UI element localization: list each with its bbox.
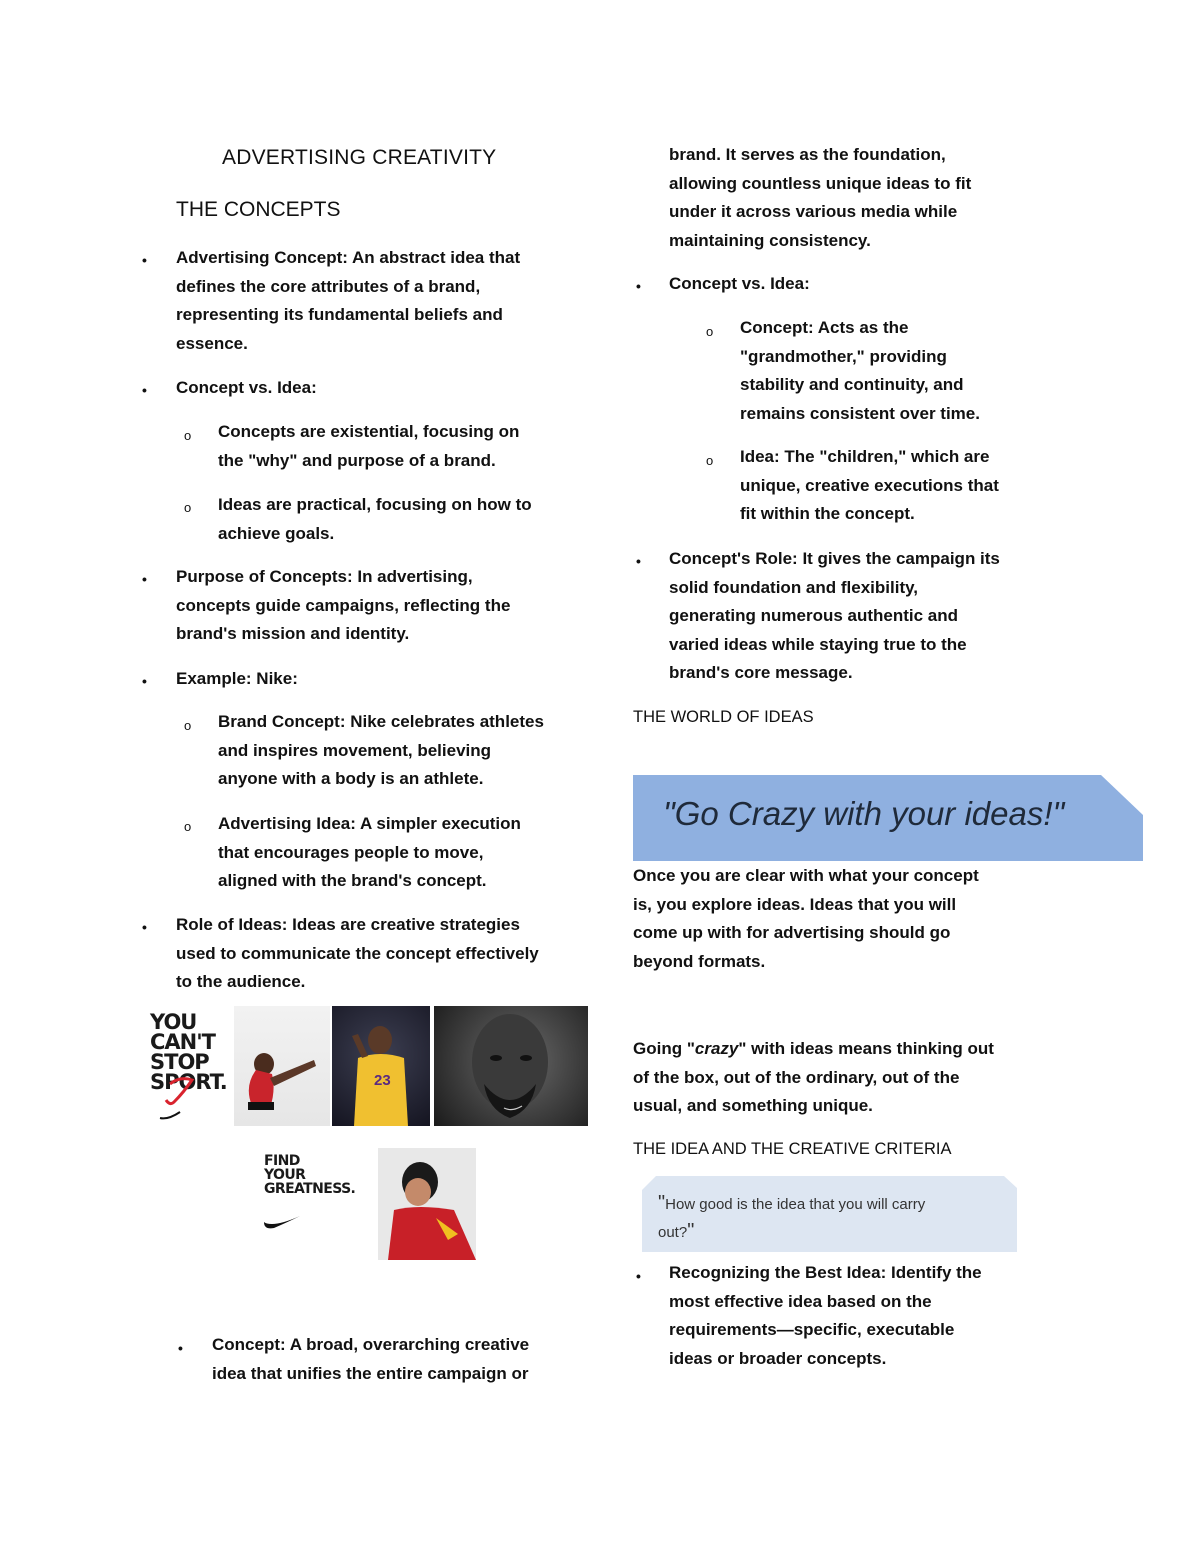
sub-ideas-practical: Ideas are practical, focusing on how to achieve goals. — [218, 495, 532, 543]
sub-bullet-circle: o — [706, 453, 714, 468]
jersey-number: 23 — [374, 1072, 391, 1089]
paragraph-explore-ideas: Once you are clear with what your concept is, you explore ideas. Ideas that you will come up with for advertising should go beyond formats. — [633, 866, 979, 971]
sub-brand-concept: Brand Concept: Nike celebrates athletes and inspires movement, believing anyone with a body is an athlete. — [218, 712, 544, 788]
sub-bullet-circle: o — [184, 500, 192, 515]
banner-text: "Go Crazy with your ideas!" — [663, 795, 1065, 832]
sub-concepts-existential: Concepts are existential, focusing on the "why" and purpose of a brand. — [218, 422, 520, 470]
bullet-recognizing-best-idea: Recognizing the Best Idea: Identify the most effective idea based on the requirements—specific, executable ideas or broader concepts. — [669, 1263, 982, 1368]
bullet-dot: • — [142, 571, 147, 587]
banner-go-crazy — [633, 775, 1143, 861]
sub-bullet-circle: o — [706, 324, 714, 339]
bullet-dot: • — [178, 1340, 183, 1356]
sub-advertising-idea: Advertising Idea: A simpler execution that encourages people to move, aligned with the brand's concept. — [218, 814, 521, 890]
paragraph-going-crazy: Going "crazy" with ideas means thinking out of the box, out of the ordinary, out of the usual, and something unique. — [633, 1039, 994, 1115]
bullet-dot: • — [142, 919, 147, 935]
bullet-dot: • — [636, 1268, 641, 1284]
image-athlete-training — [234, 1006, 330, 1126]
image-basketball-player — [332, 1006, 430, 1126]
nike-swoosh-icon — [264, 1216, 300, 1228]
page-title: ADVERTISING CREATIVITY — [222, 146, 497, 169]
bullet-role-of-ideas: Role of Ideas: Ideas are creative strategies used to communicate the concept effectively to the audience. — [176, 915, 539, 991]
section-heading-world-of-ideas: THE WORLD OF IDEAS — [633, 708, 814, 726]
sub-bullet-circle: o — [184, 819, 192, 834]
section-heading-concepts: THE CONCEPTS — [176, 198, 341, 221]
image-portrait-bw — [434, 1006, 588, 1126]
image-you-cant-stop-sport: YOU CAN'T STOP SPORT. — [140, 1006, 232, 1126]
bullet-dot: • — [636, 553, 641, 569]
bullet-dot: • — [636, 278, 641, 294]
bullet-example-nike: Example: Nike: — [176, 669, 298, 688]
bullet-dot: • — [142, 673, 147, 689]
sub-bullet-circle: o — [184, 718, 192, 733]
continuation-paragraph: brand. It serves as the foundation, allowing countless unique ideas to fit under it across various media while maintaining consistency. — [669, 145, 972, 250]
bullet-concept-vs-idea: Concept vs. Idea: — [176, 378, 317, 397]
bullet-dot: • — [142, 382, 147, 398]
quote-text: "How good is the idea that you will carry out?" — [658, 1192, 926, 1242]
sub-idea-children: Idea: The "children," which are unique, creative executions that fit within the concept. — [740, 447, 999, 523]
image-find-your-greatness: FIND YOUR GREATNESS. — [258, 1148, 476, 1260]
sub-concept-grandmother: Concept: Acts as the "grandmother," providing stability and continuity, and remains consistent over time. — [740, 318, 980, 423]
bullet-purpose-of-concepts: Purpose of Concepts: In advertising, concepts guide campaigns, reflecting the brand's mission and identity. — [176, 567, 511, 643]
section-heading-creative-criteria: THE IDEA AND THE CREATIVE CRITERIA — [633, 1140, 952, 1158]
bullet-dot: • — [142, 252, 147, 268]
quote-box — [642, 1176, 1017, 1252]
swoosh-scribble-icon — [140, 1006, 232, 1126]
bullet-concepts-role: Concept's Role: It gives the campaign its solid foundation and flexibility, generating numerous authentic and varied ideas while staying true to the brand's core message. — [669, 549, 1000, 682]
bullet-concept-definition: Concept: A broad, overarching creative idea that unifies the entire campaign or — [212, 1335, 530, 1383]
sub-bullet-circle: o — [184, 428, 192, 443]
bullet-concept-vs-idea-right: Concept vs. Idea: — [669, 274, 810, 293]
bullet-advertising-concept: Advertising Concept: An abstract idea that defines the core attributes of a brand, representing its fundamental beliefs and essence. — [176, 248, 521, 353]
